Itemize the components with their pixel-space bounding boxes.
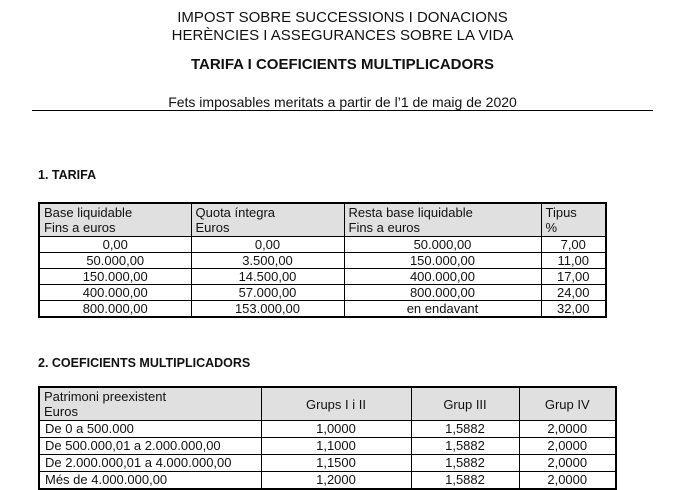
table-cell: 2,0000 [519,438,616,455]
table-cell: De 500.000,01 a 2.000.000,00 [39,438,261,455]
table-cell: 14.500,00 [191,269,344,285]
table-cell: Més de 4.000.000,00 [39,472,261,490]
table-cell: 2,0000 [519,472,616,490]
table-cell: 50.000,00 [39,253,191,269]
coeficients-header-row [39,387,616,421]
table-cell: 24,00 [541,285,606,301]
table-row [39,237,606,253]
column-header-text: Quota íntegra [195,205,275,220]
tarifa-table [38,202,607,318]
table-row [39,253,606,269]
table-cell: 800.000,00 [344,285,541,301]
tarifa-col-base-liquidable [39,203,191,237]
coeficients-col-grup-4: Grup IV [519,387,616,421]
table-row [39,301,606,318]
title-line-1: IMPOST SOBRE SUCCESSIONS I DONACIONS [177,9,508,26]
table-cell: 1,2000 [261,472,411,490]
effective-date-line: Fets imposables meritats a partir de l’1 de maig de 2020 [168,94,517,110]
document-header [0,9,685,111]
table-cell: 1,5882 [411,472,519,490]
coeficients-col-patrimoni [39,387,261,421]
table-cell: 17,00 [541,269,606,285]
table-row [39,421,616,438]
table-row [39,269,606,285]
column-header-subtext: Fins a euros [348,220,421,235]
column-header-subtext: Fins a euros [44,220,116,235]
table-cell: 153.000,00 [191,301,344,318]
table-cell: De 2.000.000,01 a 4.000.000,00 [39,455,261,472]
table-cell: 50.000,00 [344,237,541,253]
section-heading-coeficients: 2. COEFICIENTS MULTIPLICADORS [38,356,251,370]
table-cell: De 0 a 500.000 [39,421,261,438]
table-cell: 32,00 [541,301,606,318]
table-cell: 2,0000 [519,455,616,472]
tarifa-col-tipus [541,203,606,237]
table-cell: 1,1000 [261,438,411,455]
table-cell: 1,5882 [411,455,519,472]
title-line-2: HERÈNCIES I ASSEGURANCES SOBRE LA VIDA [171,27,514,44]
table-cell: 3.500,00 [191,253,344,269]
table-cell: 1,0000 [261,421,411,438]
document-subtitle: TARIFA I COEFICIENTS MULTIPLICADORS [190,56,495,73]
column-header-text: Patrimoni preexistent [44,389,167,404]
table-cell: 1,5882 [411,438,519,455]
table-row [39,438,616,455]
table-cell: 57.000,00 [191,285,344,301]
table-row [39,472,616,490]
tarifa-col-resta-base [344,203,541,237]
table-cell: 0,00 [39,237,191,253]
table-row [39,455,616,472]
table-cell: 400.000,00 [39,285,191,301]
column-header-subtext: Euros [195,220,230,235]
table-cell: 2,0000 [519,421,616,438]
section-heading-tarifa: 1. TARIFA [38,168,97,182]
table-cell: 400.000,00 [344,269,541,285]
tarifa-col-quota-integra [191,203,344,237]
table-cell: 11,00 [541,253,606,269]
coeficients-table [38,386,617,490]
table-cell: 1,5882 [411,421,519,438]
table-cell: 150.000,00 [39,269,191,285]
coeficients-col-grup-3: Grup III [411,387,519,421]
tarifa-header-row [39,203,606,237]
table-cell: 7,00 [541,237,606,253]
table-cell: 150.000,00 [344,253,541,269]
table-cell: 1,1500 [261,455,411,472]
coeficients-col-grups-1-2: Grups I i II [261,387,411,421]
column-header-text: Resta base liquidable [348,205,473,220]
column-header-text: Base liquidable [44,205,133,220]
column-header-subtext: Euros [44,404,78,419]
table-row [39,285,606,301]
table-cell: 0,00 [191,237,344,253]
header-divider-rule [32,110,653,111]
column-header-subtext: % [545,220,558,235]
column-header-text: Tipus [545,205,577,220]
table-cell: en endavant [344,301,541,318]
table-cell: 800.000,00 [39,301,191,318]
